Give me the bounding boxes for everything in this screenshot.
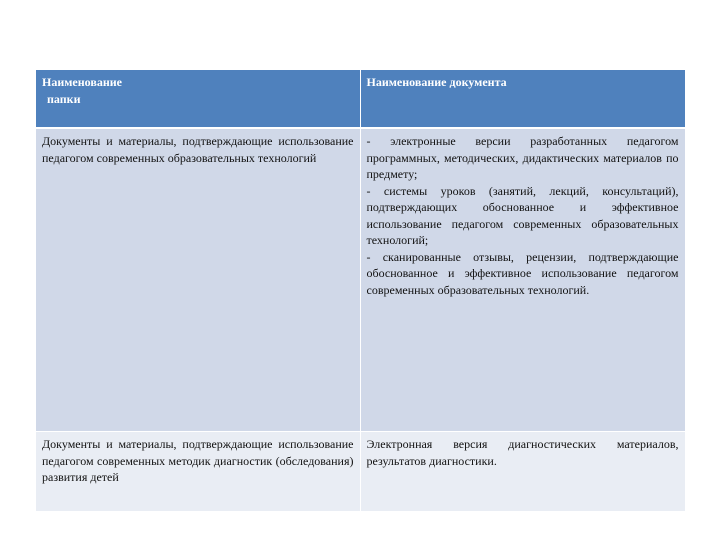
table-header-row <box>36 70 685 128</box>
documents-cell <box>360 432 685 512</box>
header-document-name: Наименование документа <box>360 70 685 128</box>
table-row <box>36 432 685 512</box>
document-item: - электронные версии разработанных педагогом программных, методических, дидактических материалов по предмету; <box>366 134 679 181</box>
documents-cell <box>360 128 685 432</box>
table-row <box>36 128 685 432</box>
document-item: Электронная версия диагностических материалов, результатов диагностики. <box>366 437 679 468</box>
header-folder-name <box>36 70 360 128</box>
document-item: - системы уроков (занятий, лекций, консультаций), подтверждающих обоснованное и эффективное использование педагогом современных образовательных технологий; <box>366 183 679 247</box>
document-item: - сканированные отзывы, рецензии, подтверждающие обоснованное и эффективное использование педагогом современных образовательных технологий. <box>366 249 679 297</box>
folder-cell: Документы и материалы, подтверждающие использование педагогом современных методик диагностик (обследования) развития детей <box>36 432 360 512</box>
folder-cell: Документы и материалы, подтверждающие использование педагогом современных образовательных технологий <box>36 128 360 432</box>
folders-table <box>36 70 686 511</box>
header-folder-name-line1: Наименование <box>42 75 122 89</box>
header-folder-name-line2: папки <box>47 91 81 106</box>
